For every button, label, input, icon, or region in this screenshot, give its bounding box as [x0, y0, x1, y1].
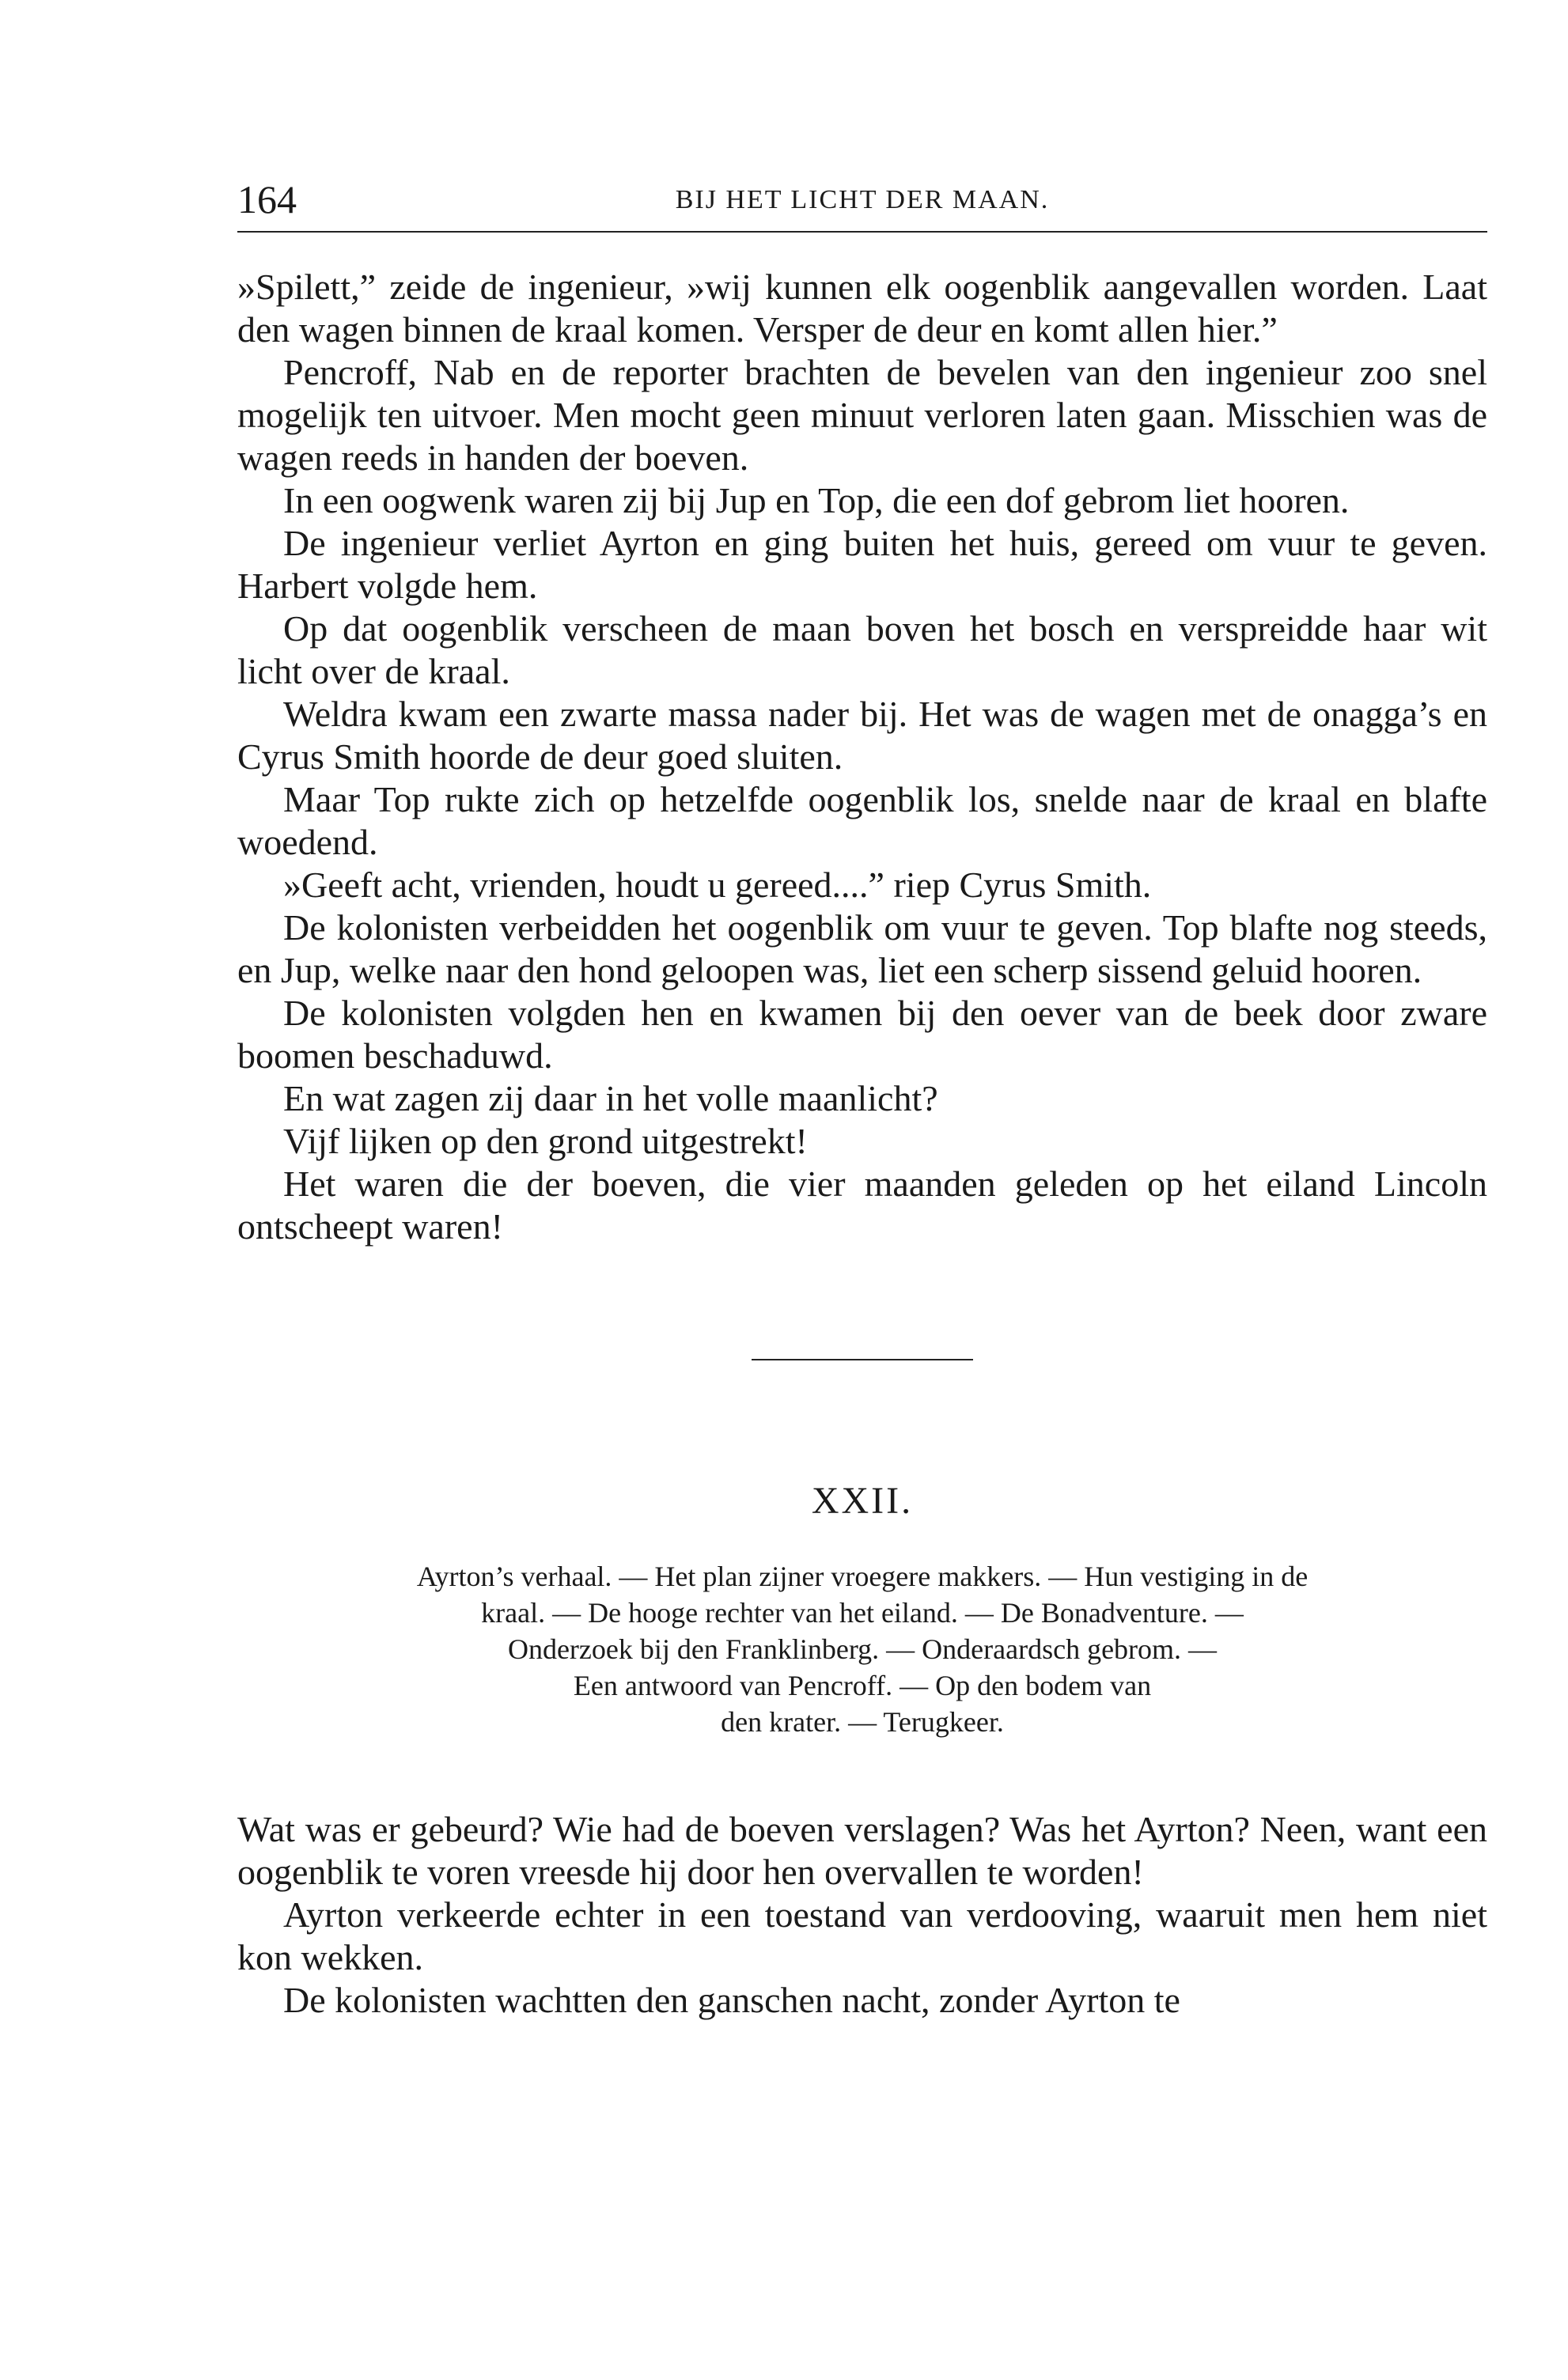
- summary-line: kraal. — De hooge rechter van het eiland. — De Bonadventure. —: [481, 1597, 1244, 1629]
- running-header: [237, 176, 1487, 233]
- book-page: [237, 176, 1487, 2022]
- summary-line: Een antwoord van Pencroff. — Op den bodem van: [573, 1670, 1152, 1701]
- paragraph: De ingenieur verliet Ayrton en ging buiten het huis, gereed om vuur te geven. Harbert volgde hem.: [237, 523, 1487, 606]
- page-number: 164: [237, 177, 297, 221]
- paragraph: Pencroff, Nab en de reporter brachten de bevelen van den ingenieur zoo snel mogelijk ten uitvoer. Men mocht geen minuut verloren laten gaan. Misschien was de wagen reeds in handen der boeven.: [237, 352, 1487, 478]
- section-one-text: [237, 266, 1487, 1248]
- paragraph: Op dat oogenblik verscheen de maan boven het bosch en verspreidde haar wit licht over de kraal.: [237, 608, 1487, 691]
- paragraph: En wat zagen zij daar in het volle maanlicht?: [283, 1078, 938, 1118]
- running-title: BIJ HET LICHT DER MAAN.: [675, 185, 1050, 214]
- chapter-summary: [237, 1558, 1487, 1740]
- paragraph: »Spilett,” zeide de ingenieur, »wij kunnen elk oogenblik aangevallen worden. Laat den wagen binnen de kraal komen. Versper de deur en komt allen hier.”: [237, 267, 1487, 350]
- chapter-text: [237, 1808, 1487, 2022]
- section-divider: [752, 1359, 973, 1360]
- summary-line: Ayrton’s verhaal. — Het plan zijner vroegere makkers. — Hun vestiging in de: [416, 1561, 1309, 1592]
- summary-line: den krater. — Terugkeer.: [721, 1706, 1004, 1738]
- paragraph: De kolonisten verbeidden het oogenblik om vuur te geven. Top blafte nog steeds, en Jup, welke naar den hond geloopen was, liet een scherp sissend geluid hooren.: [237, 907, 1487, 990]
- paragraph: In een oogwenk waren zij bij Jup en Top, die een dof gebrom liet hooren.: [283, 480, 1350, 520]
- paragraph: Het waren die der boeven, die vier maanden geleden op het eiland Lincoln ontscheept waren!: [237, 1164, 1487, 1247]
- paragraph: Weldra kwam een zwarte massa nader bij. Het was de wagen met de onagga’s en Cyrus Smith hoorde de deur goed sluiten.: [237, 694, 1487, 777]
- paragraph: Wat was er gebeurd? Wie had de boeven verslagen? Was het Ayrton? Neen, want een oogenblik te voren vreesde hij door hen overvallen te worden!: [237, 1809, 1487, 1892]
- paragraph: »Geeft acht, vrienden, houdt u gereed....” riep Cyrus Smith.: [283, 865, 1152, 905]
- summary-line: Onderzoek bij den Franklinberg. — Onderaardsch gebrom. —: [507, 1633, 1218, 1665]
- paragraph: Maar Top rukte zich op hetzelfde oogenblik los, snelde naar de kraal en blafte woedend.: [237, 779, 1487, 862]
- paragraph: Ayrton verkeerde echter in een toestand van verdooving, waaruit men hem niet kon wekken.: [237, 1894, 1487, 1977]
- paragraph: De kolonisten wachtten den ganschen nacht, zonder Ayrton te: [283, 1980, 1180, 2020]
- paragraph: Vijf lijken op den grond uitgestrekt!: [283, 1121, 808, 1161]
- chapter-heading: XXII.: [811, 1480, 914, 1522]
- paragraph: De kolonisten volgden hen en kwamen bij den oever van de beek door zware boomen beschaduwd.: [237, 993, 1487, 1076]
